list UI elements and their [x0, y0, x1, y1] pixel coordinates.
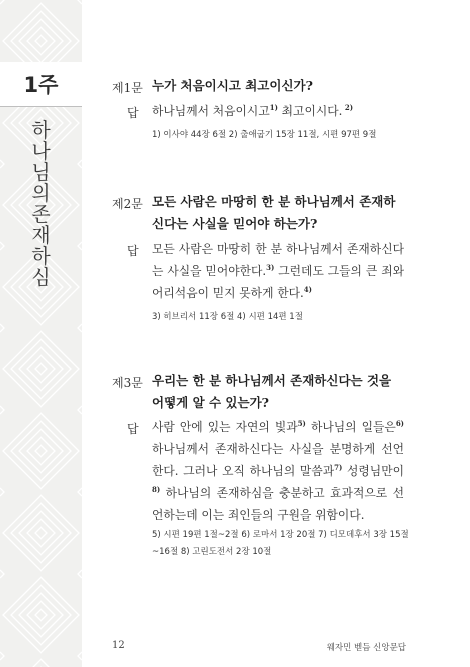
page-number: 12 [112, 640, 125, 651]
answer-text: 하나님께서 처음이시고$^{1)}$ 최고이시다. $^{2)}$ [152, 103, 354, 118]
answer-label: 답 [127, 422, 139, 436]
question-text: 누가 처음이시고 최고이신가? [152, 78, 313, 93]
question-number: 제2문 [112, 197, 143, 211]
sidebar-divider [0, 106, 82, 107]
answer-text: 모든 사람은 마땅히 한 분 하나님께서 존재하신다는 사실을 믿어야한다.$^{3)}$ 그런데도 그들의 큰 죄와 어리석음이 믿지 못하게 한다.$^{4)}$ [152, 242, 404, 300]
running-footer-title: 웨자민 벧듬 신앙문답 [326, 643, 406, 653]
answer-text: 사람 안에 있는 자연의 빛과$^{5)}$ 하나님의 일들은$^{6)}$ 하나님께서 존재하신다는 사실을 분명하게 선언한다. 그러나 오직 하나님의 말씀과$^{7)}$ 성령님만이$^{8)}$ 하나님의 존재하심을 충분하고 효과적으로 선언하는데 이는 죄인들의 구원을 위함이다. [152, 419, 404, 522]
references: 1) 이사야 44장 6절 2) 출애굽기 15장 11절, 시편 97편 9절 [152, 130, 377, 140]
chapter-title-char: 재 [31, 223, 51, 247]
question-number: 제3문 [112, 376, 143, 390]
chapter-title [26, 120, 56, 288]
question-number: 제1문 [112, 81, 143, 95]
chapter-title-char: 의 [31, 181, 51, 205]
chapter-title-char: 심 [31, 265, 51, 289]
references: 5) 시편 19편 1절~2절 6) 로마서 1장 20절 7) 디모데후서 3장 15절~16절 8) 고린도전서 2장 10절 [152, 530, 409, 557]
chapter-title-char: 나 [31, 139, 51, 163]
week-label: 1주 [23, 73, 59, 97]
chapter-title-char: 하 [31, 244, 51, 268]
question-text: 모든 사람은 마땅히 한 분 하나님께서 존재하신다는 사실을 믿어야 하는가? [152, 194, 396, 231]
question-text: 우리는 한 분 하나님께서 존재하신다는 것을 어떻게 알 수 있는가? [152, 373, 392, 410]
week-box [0, 62, 82, 106]
chapter-title-char: 님 [31, 160, 51, 184]
chapter-title-char: 하 [31, 118, 51, 142]
answer-label: 답 [127, 244, 139, 258]
references: 3) 히브리서 11장 6절 4) 시편 14편 1절 [152, 312, 303, 322]
sidebar [0, 0, 82, 667]
chapter-title-char: 존 [31, 202, 51, 226]
answer-label: 답 [127, 106, 139, 120]
